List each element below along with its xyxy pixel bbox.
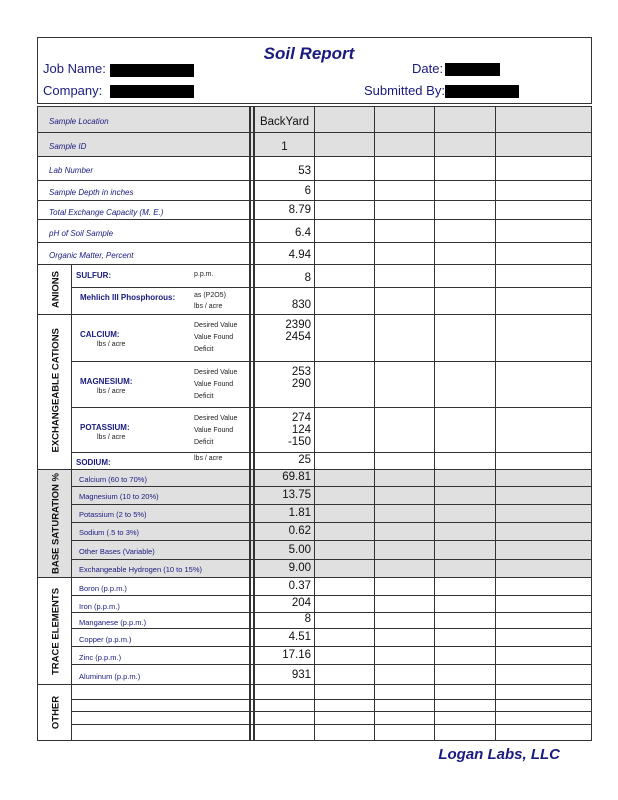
empty-sample-cell (496, 560, 592, 578)
cation-sublabel: Deficit (194, 393, 214, 400)
empty-sample-cell (496, 201, 592, 220)
empty-sample-cell (435, 243, 496, 265)
base-saturation-value: 0.62 (288, 525, 311, 537)
empty-sample-cell (496, 265, 592, 288)
empty-sample-cell (315, 243, 375, 265)
cation-value: -150 (287, 436, 311, 448)
trace-element-value: 4.51 (288, 631, 311, 643)
empty-sample-cell (496, 596, 592, 613)
value-cell (254, 725, 315, 741)
empty-sample-cell (435, 288, 496, 315)
row-value: BackYard (259, 116, 309, 128)
empty-sample-cell (375, 133, 435, 157)
empty-sample-cell (496, 505, 592, 523)
empty-sample-cell (496, 288, 592, 315)
empty-sample-cell (315, 288, 375, 315)
base-saturation-value: 9.00 (288, 562, 311, 574)
cation-value: 2454 (285, 331, 311, 343)
empty-sample-cell (315, 523, 375, 541)
empty-sample-cell (375, 505, 435, 523)
empty-sample-cell (435, 315, 496, 362)
empty-sample-cell (496, 133, 592, 157)
trace-element-label: Zinc (p.p.m.) (79, 653, 122, 662)
footer-company: Logan Labs, LLC (438, 746, 560, 763)
empty-sample-cell (375, 470, 435, 487)
empty-sample-cell (496, 408, 592, 453)
empty-sample-cell (315, 596, 375, 613)
row-value: 6.4 (295, 227, 311, 239)
row-label: Sample Depth in inches (49, 188, 134, 197)
empty-sample-cell (315, 157, 375, 181)
empty-sample-cell (496, 578, 592, 596)
empty-sample-cell (496, 665, 592, 685)
empty-sample-cell (315, 107, 375, 133)
empty-sample-cell (315, 700, 375, 712)
row-label: Sample Location (49, 117, 109, 126)
empty-sample-cell (315, 362, 375, 408)
anion-value: 830 (291, 299, 311, 311)
empty-sample-cell (375, 665, 435, 685)
empty-sample-cell (435, 613, 496, 629)
empty-sample-cell (435, 596, 496, 613)
empty-sample-cell (496, 157, 592, 181)
empty-sample-cell (315, 315, 375, 362)
empty-sample-cell (496, 470, 592, 487)
base-saturation-label: Sodium (.5 to 3%) (79, 528, 140, 537)
empty-sample-cell (435, 201, 496, 220)
date-label: Date: (412, 61, 444, 76)
empty-sample-cell (435, 647, 496, 665)
empty-sample-cell (375, 523, 435, 541)
trace-element-label: Manganese (p.p.m.) (79, 618, 147, 627)
empty-sample-cell (315, 453, 375, 470)
anions-category-label: ANIONS (50, 271, 61, 308)
row-label: pH of Soil Sample (49, 228, 114, 238)
cation-sublabel: Value Found (194, 381, 234, 388)
empty-sample-cell (375, 157, 435, 181)
base-saturation-label: Magnesium (10 to 20%) (79, 492, 159, 501)
empty-sample-cell (375, 453, 435, 470)
empty-sample-cell (435, 133, 496, 157)
base-saturation-label: Exchangeable Hydrogen (10 to 15%) (79, 565, 202, 574)
empty-sample-cell (375, 685, 435, 700)
base-saturation-value: 69.81 (282, 471, 311, 483)
cation-value: 2390 (285, 319, 311, 331)
empty-sample-cell (375, 700, 435, 712)
empty-sample-cell (435, 220, 496, 243)
empty-sample-cell (435, 685, 496, 700)
empty-sample-cell (435, 712, 496, 725)
cation-value: 124 (291, 424, 311, 436)
anion-label: Mehlich III Phosphorous: (80, 293, 176, 302)
sodium-label: SODIUM: (76, 458, 111, 467)
empty-sample-cell (375, 107, 435, 133)
row-label: Organic Matter, Percent (49, 251, 134, 260)
empty-sample-cell (375, 596, 435, 613)
base-saturation-label: Other Bases (Variable) (79, 546, 155, 556)
cations-category-cell (37, 315, 72, 470)
other-category-label: OTHER (50, 695, 61, 730)
empty-sample-cell (435, 700, 496, 712)
empty-sample-cell (496, 315, 592, 362)
empty-sample-cell (435, 578, 496, 596)
empty-sample-cell (435, 181, 496, 201)
empty-sample-cell (496, 712, 592, 725)
cation-value: 274 (291, 412, 311, 424)
anion-value: 8 (304, 272, 311, 284)
empty-sample-cell (435, 665, 496, 685)
empty-sample-cell (315, 665, 375, 685)
base-saturation-label: Potassium (2 to 5%) (79, 510, 147, 519)
empty-sample-cell (435, 362, 496, 408)
empty-sample-cell (315, 133, 375, 157)
cation-unit: lbs / acre (97, 341, 126, 348)
cation-label: MAGNESIUM: (80, 377, 133, 386)
job-name-label: Job Name: (43, 61, 106, 76)
row-label: Lab Number (49, 166, 94, 175)
cation-sublabel: Deficit (194, 346, 214, 353)
empty-sample-cell (315, 181, 375, 201)
trace-elements-category-label: TRACE ELEMENTS (50, 587, 61, 675)
base-saturation-label: Calcium (60 to 70%) (79, 474, 147, 484)
sodium-value: 25 (298, 454, 311, 466)
base-saturation-value: 1.81 (288, 507, 311, 519)
cation-sublabel: Desired Value (194, 415, 238, 422)
cations-category-label: EXCHANGEABLE CATIONS (50, 327, 61, 452)
empty-sample-cell (315, 725, 375, 741)
empty-sample-cell (435, 541, 496, 560)
trace-element-value: 931 (291, 669, 311, 681)
value-cell (254, 700, 315, 712)
base-saturation-category-label: BASE SATURATION % (50, 473, 61, 574)
empty-sample-cell (315, 560, 375, 578)
other-row (72, 712, 250, 725)
trace-element-label: Aluminum (p.p.m.) (79, 672, 141, 681)
empty-sample-cell (315, 578, 375, 596)
table-top-border (37, 106, 592, 107)
empty-sample-cell (375, 725, 435, 741)
trace-element-value: 8 (304, 613, 311, 625)
empty-sample-cell (435, 487, 496, 505)
empty-sample-cell (496, 107, 592, 133)
empty-sample-cell (496, 220, 592, 243)
empty-sample-cell (375, 712, 435, 725)
empty-sample-cell (375, 541, 435, 560)
empty-sample-cell (496, 685, 592, 700)
cation-value: 290 (291, 378, 311, 390)
empty-sample-cell (375, 265, 435, 288)
other-category-cell (37, 685, 72, 741)
base-saturation-value: 5.00 (288, 544, 311, 556)
cation-label: CALCIUM: (80, 330, 120, 339)
row-value: 4.94 (288, 249, 311, 261)
base-saturation-category-cell (37, 470, 72, 578)
empty-sample-cell (375, 315, 435, 362)
row-label: Sample ID (49, 142, 87, 151)
empty-sample-cell (315, 613, 375, 629)
empty-sample-cell (496, 453, 592, 470)
empty-sample-cell (496, 523, 592, 541)
empty-sample-cell (375, 487, 435, 505)
report-title: Soil Report (263, 44, 355, 63)
empty-sample-cell (375, 181, 435, 201)
empty-sample-cell (375, 243, 435, 265)
empty-sample-cell (435, 725, 496, 741)
row-label: Total Exchange Capacity (M. E.) (49, 207, 164, 217)
empty-sample-cell (435, 157, 496, 181)
value-cell (254, 712, 315, 725)
trace-element-value: 0.37 (288, 580, 311, 592)
base-saturation-value: 13.75 (282, 489, 311, 501)
empty-sample-cell (435, 629, 496, 647)
empty-sample-cell (375, 201, 435, 220)
cation-sublabel: Deficit (194, 439, 214, 446)
empty-sample-cell (435, 453, 496, 470)
other-row (72, 725, 250, 741)
empty-sample-cell (375, 578, 435, 596)
empty-sample-cell (375, 629, 435, 647)
empty-sample-cell (375, 560, 435, 578)
row-value: 1 (281, 141, 288, 153)
trace-element-label: Boron (p.p.m.) (79, 584, 127, 593)
value-cell (254, 685, 315, 700)
cation-label: POTASSIUM: (80, 423, 130, 432)
empty-sample-cell (315, 408, 375, 453)
empty-sample-cell (435, 523, 496, 541)
row-value: 8.79 (288, 204, 311, 216)
other-row (72, 700, 250, 712)
empty-sample-cell (315, 685, 375, 700)
empty-sample-cell (435, 560, 496, 578)
anion-label: SULFUR: (76, 271, 112, 280)
cation-sublabel: Value Found (194, 334, 234, 341)
empty-sample-cell (435, 408, 496, 453)
row-value: 53 (298, 165, 311, 177)
row-value: 6 (304, 185, 311, 197)
empty-sample-cell (315, 505, 375, 523)
cation-unit: lbs / acre (97, 388, 126, 395)
empty-sample-cell (496, 541, 592, 560)
empty-sample-cell (496, 243, 592, 265)
empty-sample-cell (375, 647, 435, 665)
trace-element-value: 204 (291, 597, 311, 609)
cation-sublabel: Value Found (194, 427, 234, 434)
empty-sample-cell (315, 220, 375, 243)
empty-sample-cell (375, 362, 435, 408)
anion-unit: as (P2O5) (194, 292, 226, 299)
empty-sample-cell (496, 700, 592, 712)
empty-sample-cell (496, 629, 592, 647)
cation-sublabel: Desired Value (194, 369, 238, 376)
empty-sample-cell (435, 505, 496, 523)
empty-sample-cell (315, 629, 375, 647)
empty-sample-cell (435, 107, 496, 133)
trace-element-value: 17.16 (282, 649, 311, 661)
anion-unit: p.p.m. (194, 271, 214, 278)
empty-sample-cell (496, 362, 592, 408)
empty-sample-cell (496, 181, 592, 201)
empty-sample-cell (315, 265, 375, 288)
company-label: Company: (43, 83, 103, 98)
other-row (72, 685, 250, 700)
cation-value: 253 (291, 366, 311, 378)
empty-sample-cell (375, 408, 435, 453)
cation-unit: lbs / acre (97, 434, 126, 441)
trace-element-label: Copper (p.p.m.) (79, 635, 132, 644)
empty-sample-cell (315, 487, 375, 505)
empty-sample-cell (496, 487, 592, 505)
empty-sample-cell (375, 613, 435, 629)
empty-sample-cell (435, 265, 496, 288)
empty-sample-cell (435, 470, 496, 487)
empty-sample-cell (315, 712, 375, 725)
empty-sample-cell (496, 647, 592, 665)
empty-sample-cell (315, 201, 375, 220)
cation-sublabel: Desired Value (194, 322, 238, 329)
empty-sample-cell (315, 470, 375, 487)
empty-sample-cell (496, 725, 592, 741)
anions-category-cell (37, 265, 72, 315)
empty-sample-cell (496, 613, 592, 629)
empty-sample-cell (375, 288, 435, 315)
empty-sample-cell (375, 220, 435, 243)
trace-element-label: Iron (p.p.m.) (79, 601, 120, 611)
submitted-by-label: Submitted By: (364, 83, 445, 98)
empty-sample-cell (315, 541, 375, 560)
empty-sample-cell (315, 647, 375, 665)
sodium-unit: lbs / acre (194, 455, 223, 462)
anion-unit-2: lbs / acre (194, 303, 223, 310)
